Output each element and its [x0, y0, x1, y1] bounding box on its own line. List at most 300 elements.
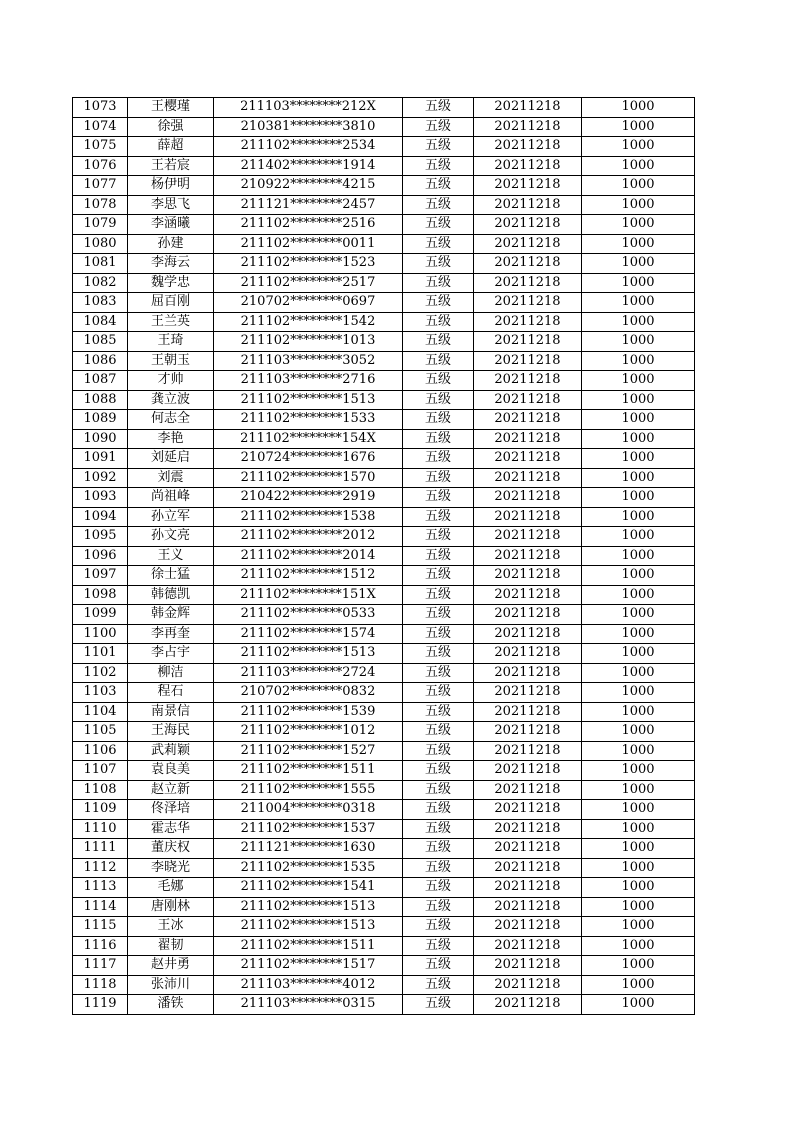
amount-cell: 1000: [582, 390, 695, 410]
row-number-cell: 1085: [73, 332, 128, 352]
table-row: [73, 156, 695, 176]
name-cell: 赵井勇: [128, 956, 214, 976]
amount-cell: 1000: [582, 878, 695, 898]
date-cell: 20211218: [474, 156, 582, 176]
date-cell: 20211218: [474, 644, 582, 664]
date-cell: 20211218: [474, 488, 582, 508]
amount-cell: 1000: [582, 117, 695, 137]
amount-cell: 1000: [582, 741, 695, 761]
level-cell: 五级: [403, 722, 474, 742]
date-cell: 20211218: [474, 819, 582, 839]
row-number-cell: 1083: [73, 293, 128, 313]
amount-cell: 1000: [582, 722, 695, 742]
row-number-cell: 1088: [73, 390, 128, 410]
name-cell: 张沛川: [128, 975, 214, 995]
table-row: [73, 546, 695, 566]
row-number-cell: 1116: [73, 936, 128, 956]
date-cell: 20211218: [474, 780, 582, 800]
amount-cell: 1000: [582, 234, 695, 254]
id-number-cell: 211102********1013: [214, 332, 403, 352]
name-cell: 霍志华: [128, 819, 214, 839]
table-row: [73, 371, 695, 391]
level-cell: 五级: [403, 663, 474, 683]
row-number-cell: 1090: [73, 429, 128, 449]
date-cell: 20211218: [474, 722, 582, 742]
table-row: [73, 312, 695, 332]
table-row: [73, 644, 695, 664]
row-number-cell: 1076: [73, 156, 128, 176]
level-cell: 五级: [403, 429, 474, 449]
name-cell: 董庆权: [128, 839, 214, 859]
date-cell: 20211218: [474, 761, 582, 781]
level-cell: 五级: [403, 995, 474, 1015]
date-cell: 20211218: [474, 351, 582, 371]
amount-cell: 1000: [582, 527, 695, 547]
row-number-cell: 1109: [73, 800, 128, 820]
table-row: [73, 293, 695, 313]
table-row: [73, 761, 695, 781]
id-number-cell: 211102********1539: [214, 702, 403, 722]
row-number-cell: 1092: [73, 468, 128, 488]
table-row: [73, 605, 695, 625]
name-cell: 武莉颖: [128, 741, 214, 761]
name-cell: 龚立波: [128, 390, 214, 410]
id-number-cell: 211103********0315: [214, 995, 403, 1015]
id-number-cell: 210922********4215: [214, 176, 403, 196]
id-number-cell: 211102********1513: [214, 897, 403, 917]
level-cell: 五级: [403, 936, 474, 956]
amount-cell: 1000: [582, 429, 695, 449]
id-number-cell: 211102********1535: [214, 858, 403, 878]
row-number-cell: 1094: [73, 507, 128, 527]
name-cell: 赵立新: [128, 780, 214, 800]
level-cell: 五级: [403, 839, 474, 859]
date-cell: 20211218: [474, 858, 582, 878]
level-cell: 五级: [403, 585, 474, 605]
row-number-cell: 1102: [73, 663, 128, 683]
date-cell: 20211218: [474, 546, 582, 566]
name-cell: 魏学忠: [128, 273, 214, 293]
row-number-cell: 1119: [73, 995, 128, 1015]
date-cell: 20211218: [474, 234, 582, 254]
table-row: [73, 702, 695, 722]
date-cell: 20211218: [474, 449, 582, 469]
amount-cell: 1000: [582, 995, 695, 1015]
table-row: [73, 449, 695, 469]
level-cell: 五级: [403, 702, 474, 722]
table-row: [73, 527, 695, 547]
row-number-cell: 1093: [73, 488, 128, 508]
row-number-cell: 1099: [73, 605, 128, 625]
date-cell: 20211218: [474, 585, 582, 605]
name-cell: 毛娜: [128, 878, 214, 898]
amount-cell: 1000: [582, 273, 695, 293]
level-cell: 五级: [403, 371, 474, 391]
level-cell: 五级: [403, 254, 474, 274]
name-cell: 尚祖峰: [128, 488, 214, 508]
date-cell: 20211218: [474, 663, 582, 683]
row-number-cell: 1081: [73, 254, 128, 274]
name-cell: 柳洁: [128, 663, 214, 683]
table-row: [73, 273, 695, 293]
level-cell: 五级: [403, 858, 474, 878]
id-number-cell: 211103********2724: [214, 663, 403, 683]
amount-cell: 1000: [582, 566, 695, 586]
amount-cell: 1000: [582, 839, 695, 859]
table-row: [73, 117, 695, 137]
table-row: [73, 429, 695, 449]
id-number-cell: 211102********1513: [214, 917, 403, 937]
level-cell: 五级: [403, 800, 474, 820]
table-row: [73, 819, 695, 839]
name-cell: 王兰英: [128, 312, 214, 332]
amount-cell: 1000: [582, 312, 695, 332]
table-row: [73, 410, 695, 430]
level-cell: 五级: [403, 98, 474, 118]
name-cell: 韩金辉: [128, 605, 214, 625]
table-row: [73, 566, 695, 586]
table-row: [73, 234, 695, 254]
amount-cell: 1000: [582, 176, 695, 196]
name-cell: 王樱瑾: [128, 98, 214, 118]
table-row: [73, 488, 695, 508]
amount-cell: 1000: [582, 332, 695, 352]
id-number-cell: 211103********3052: [214, 351, 403, 371]
level-cell: 五级: [403, 644, 474, 664]
id-number-cell: 211102********0533: [214, 605, 403, 625]
level-cell: 五级: [403, 897, 474, 917]
level-cell: 五级: [403, 780, 474, 800]
amount-cell: 1000: [582, 488, 695, 508]
amount-cell: 1000: [582, 410, 695, 430]
amount-cell: 1000: [582, 605, 695, 625]
level-cell: 五级: [403, 273, 474, 293]
id-number-cell: 211102********1574: [214, 624, 403, 644]
id-number-cell: 211102********1512: [214, 566, 403, 586]
level-cell: 五级: [403, 507, 474, 527]
name-cell: 孙建: [128, 234, 214, 254]
row-number-cell: 1104: [73, 702, 128, 722]
name-cell: 李占宇: [128, 644, 214, 664]
row-number-cell: 1106: [73, 741, 128, 761]
date-cell: 20211218: [474, 293, 582, 313]
name-cell: 佟泽培: [128, 800, 214, 820]
name-cell: 潘铁: [128, 995, 214, 1015]
id-number-cell: 211121********2457: [214, 195, 403, 215]
date-cell: 20211218: [474, 390, 582, 410]
name-cell: 何志全: [128, 410, 214, 430]
table-row: [73, 800, 695, 820]
row-number-cell: 1108: [73, 780, 128, 800]
id-number-cell: 211102********1542: [214, 312, 403, 332]
amount-cell: 1000: [582, 507, 695, 527]
table-row: [73, 254, 695, 274]
table-row: [73, 98, 695, 118]
row-number-cell: 1113: [73, 878, 128, 898]
amount-cell: 1000: [582, 156, 695, 176]
table-row: [73, 663, 695, 683]
name-cell: 袁良美: [128, 761, 214, 781]
amount-cell: 1000: [582, 975, 695, 995]
row-number-cell: 1100: [73, 624, 128, 644]
amount-cell: 1000: [582, 819, 695, 839]
row-number-cell: 1079: [73, 215, 128, 235]
table-row: [73, 780, 695, 800]
name-cell: 薛超: [128, 137, 214, 157]
row-number-cell: 1073: [73, 98, 128, 118]
name-cell: 王海民: [128, 722, 214, 742]
level-cell: 五级: [403, 624, 474, 644]
id-number-cell: 211103********4012: [214, 975, 403, 995]
table-row: [73, 897, 695, 917]
level-cell: 五级: [403, 546, 474, 566]
date-cell: 20211218: [474, 507, 582, 527]
date-cell: 20211218: [474, 332, 582, 352]
id-number-cell: 211103********212X: [214, 98, 403, 118]
level-cell: 五级: [403, 605, 474, 625]
table-row: [73, 858, 695, 878]
id-number-cell: 211004********0318: [214, 800, 403, 820]
table-row: [73, 741, 695, 761]
id-number-cell: 211102********1570: [214, 468, 403, 488]
amount-cell: 1000: [582, 644, 695, 664]
level-cell: 五级: [403, 215, 474, 235]
id-number-cell: 211102********1537: [214, 819, 403, 839]
date-cell: 20211218: [474, 936, 582, 956]
date-cell: 20211218: [474, 878, 582, 898]
date-cell: 20211218: [474, 98, 582, 118]
row-number-cell: 1096: [73, 546, 128, 566]
name-cell: 翟韧: [128, 936, 214, 956]
table-row: [73, 956, 695, 976]
id-number-cell: 211102********1511: [214, 761, 403, 781]
level-cell: 五级: [403, 351, 474, 371]
records-table-body: [73, 98, 695, 1015]
name-cell: 王义: [128, 546, 214, 566]
amount-cell: 1000: [582, 293, 695, 313]
row-number-cell: 1091: [73, 449, 128, 469]
name-cell: 徐强: [128, 117, 214, 137]
row-number-cell: 1115: [73, 917, 128, 937]
table-row: [73, 624, 695, 644]
name-cell: 李海云: [128, 254, 214, 274]
table-row: [73, 390, 695, 410]
table-row: [73, 176, 695, 196]
name-cell: 李晓光: [128, 858, 214, 878]
date-cell: 20211218: [474, 917, 582, 937]
table-row: [73, 468, 695, 488]
row-number-cell: 1077: [73, 176, 128, 196]
name-cell: 杨伊明: [128, 176, 214, 196]
name-cell: 王冰: [128, 917, 214, 937]
amount-cell: 1000: [582, 663, 695, 683]
amount-cell: 1000: [582, 917, 695, 937]
name-cell: 南景信: [128, 702, 214, 722]
name-cell: 程石: [128, 683, 214, 703]
amount-cell: 1000: [582, 215, 695, 235]
level-cell: 五级: [403, 137, 474, 157]
date-cell: 20211218: [474, 254, 582, 274]
level-cell: 五级: [403, 332, 474, 352]
table-row: [73, 215, 695, 235]
row-number-cell: 1078: [73, 195, 128, 215]
level-cell: 五级: [403, 390, 474, 410]
level-cell: 五级: [403, 917, 474, 937]
row-number-cell: 1082: [73, 273, 128, 293]
row-number-cell: 1114: [73, 897, 128, 917]
row-number-cell: 1105: [73, 722, 128, 742]
name-cell: 唐刚林: [128, 897, 214, 917]
amount-cell: 1000: [582, 254, 695, 274]
date-cell: 20211218: [474, 273, 582, 293]
row-number-cell: 1097: [73, 566, 128, 586]
table-row: [73, 995, 695, 1015]
row-number-cell: 1084: [73, 312, 128, 332]
id-number-cell: 211102********1538: [214, 507, 403, 527]
level-cell: 五级: [403, 312, 474, 332]
row-number-cell: 1117: [73, 956, 128, 976]
name-cell: 韩德凯: [128, 585, 214, 605]
row-number-cell: 1080: [73, 234, 128, 254]
amount-cell: 1000: [582, 98, 695, 118]
records-table: [72, 97, 695, 1015]
date-cell: 20211218: [474, 312, 582, 332]
table-row: [73, 137, 695, 157]
row-number-cell: 1074: [73, 117, 128, 137]
row-number-cell: 1101: [73, 644, 128, 664]
name-cell: 孙立军: [128, 507, 214, 527]
table-row: [73, 839, 695, 859]
name-cell: 才帅: [128, 371, 214, 391]
id-number-cell: 211102********1541: [214, 878, 403, 898]
table-row: [73, 195, 695, 215]
name-cell: 王若宸: [128, 156, 214, 176]
date-cell: 20211218: [474, 839, 582, 859]
amount-cell: 1000: [582, 702, 695, 722]
amount-cell: 1000: [582, 585, 695, 605]
table-row: [73, 917, 695, 937]
id-number-cell: 210381********3810: [214, 117, 403, 137]
id-number-cell: 211102********2534: [214, 137, 403, 157]
id-number-cell: 211102********1513: [214, 644, 403, 664]
amount-cell: 1000: [582, 624, 695, 644]
id-number-cell: 211102********1533: [214, 410, 403, 430]
id-number-cell: 211121********1630: [214, 839, 403, 859]
level-cell: 五级: [403, 566, 474, 586]
date-cell: 20211218: [474, 605, 582, 625]
date-cell: 20211218: [474, 195, 582, 215]
date-cell: 20211218: [474, 117, 582, 137]
date-cell: 20211218: [474, 410, 582, 430]
amount-cell: 1000: [582, 195, 695, 215]
row-number-cell: 1098: [73, 585, 128, 605]
id-number-cell: 211102********1517: [214, 956, 403, 976]
row-number-cell: 1087: [73, 371, 128, 391]
date-cell: 20211218: [474, 702, 582, 722]
amount-cell: 1000: [582, 351, 695, 371]
date-cell: 20211218: [474, 624, 582, 644]
level-cell: 五级: [403, 761, 474, 781]
id-number-cell: 211102********2516: [214, 215, 403, 235]
date-cell: 20211218: [474, 371, 582, 391]
id-number-cell: 211102********1513: [214, 390, 403, 410]
date-cell: 20211218: [474, 975, 582, 995]
amount-cell: 1000: [582, 468, 695, 488]
id-number-cell: 210422********2919: [214, 488, 403, 508]
row-number-cell: 1103: [73, 683, 128, 703]
id-number-cell: 211102********0011: [214, 234, 403, 254]
name-cell: 李艳: [128, 429, 214, 449]
table-row: [73, 351, 695, 371]
level-cell: 五级: [403, 293, 474, 313]
id-number-cell: 210702********0832: [214, 683, 403, 703]
date-cell: 20211218: [474, 429, 582, 449]
id-number-cell: 211102********1523: [214, 254, 403, 274]
table-row: [73, 683, 695, 703]
table-row: [73, 332, 695, 352]
amount-cell: 1000: [582, 546, 695, 566]
id-number-cell: 211102********1527: [214, 741, 403, 761]
table-row: [73, 975, 695, 995]
date-cell: 20211218: [474, 683, 582, 703]
name-cell: 刘延启: [128, 449, 214, 469]
amount-cell: 1000: [582, 800, 695, 820]
level-cell: 五级: [403, 878, 474, 898]
level-cell: 五级: [403, 819, 474, 839]
id-number-cell: 211102********2012: [214, 527, 403, 547]
table-row: [73, 507, 695, 527]
name-cell: 李涵曦: [128, 215, 214, 235]
level-cell: 五级: [403, 468, 474, 488]
name-cell: 屈百刚: [128, 293, 214, 313]
name-cell: 李再奎: [128, 624, 214, 644]
level-cell: 五级: [403, 741, 474, 761]
row-number-cell: 1095: [73, 527, 128, 547]
row-number-cell: 1086: [73, 351, 128, 371]
id-number-cell: 211102********1555: [214, 780, 403, 800]
level-cell: 五级: [403, 975, 474, 995]
date-cell: 20211218: [474, 468, 582, 488]
amount-cell: 1000: [582, 761, 695, 781]
amount-cell: 1000: [582, 449, 695, 469]
level-cell: 五级: [403, 410, 474, 430]
id-number-cell: 211102********151X: [214, 585, 403, 605]
row-number-cell: 1111: [73, 839, 128, 859]
table-row: [73, 936, 695, 956]
level-cell: 五级: [403, 488, 474, 508]
name-cell: 王朝玉: [128, 351, 214, 371]
level-cell: 五级: [403, 449, 474, 469]
row-number-cell: 1112: [73, 858, 128, 878]
table-row: [73, 585, 695, 605]
level-cell: 五级: [403, 683, 474, 703]
name-cell: 刘震: [128, 468, 214, 488]
date-cell: 20211218: [474, 956, 582, 976]
amount-cell: 1000: [582, 780, 695, 800]
id-number-cell: 211102********2517: [214, 273, 403, 293]
name-cell: 李思飞: [128, 195, 214, 215]
date-cell: 20211218: [474, 176, 582, 196]
id-number-cell: 210702********0697: [214, 293, 403, 313]
level-cell: 五级: [403, 195, 474, 215]
date-cell: 20211218: [474, 137, 582, 157]
row-number-cell: 1089: [73, 410, 128, 430]
level-cell: 五级: [403, 234, 474, 254]
level-cell: 五级: [403, 956, 474, 976]
table-row: [73, 878, 695, 898]
name-cell: 王琦: [128, 332, 214, 352]
level-cell: 五级: [403, 176, 474, 196]
